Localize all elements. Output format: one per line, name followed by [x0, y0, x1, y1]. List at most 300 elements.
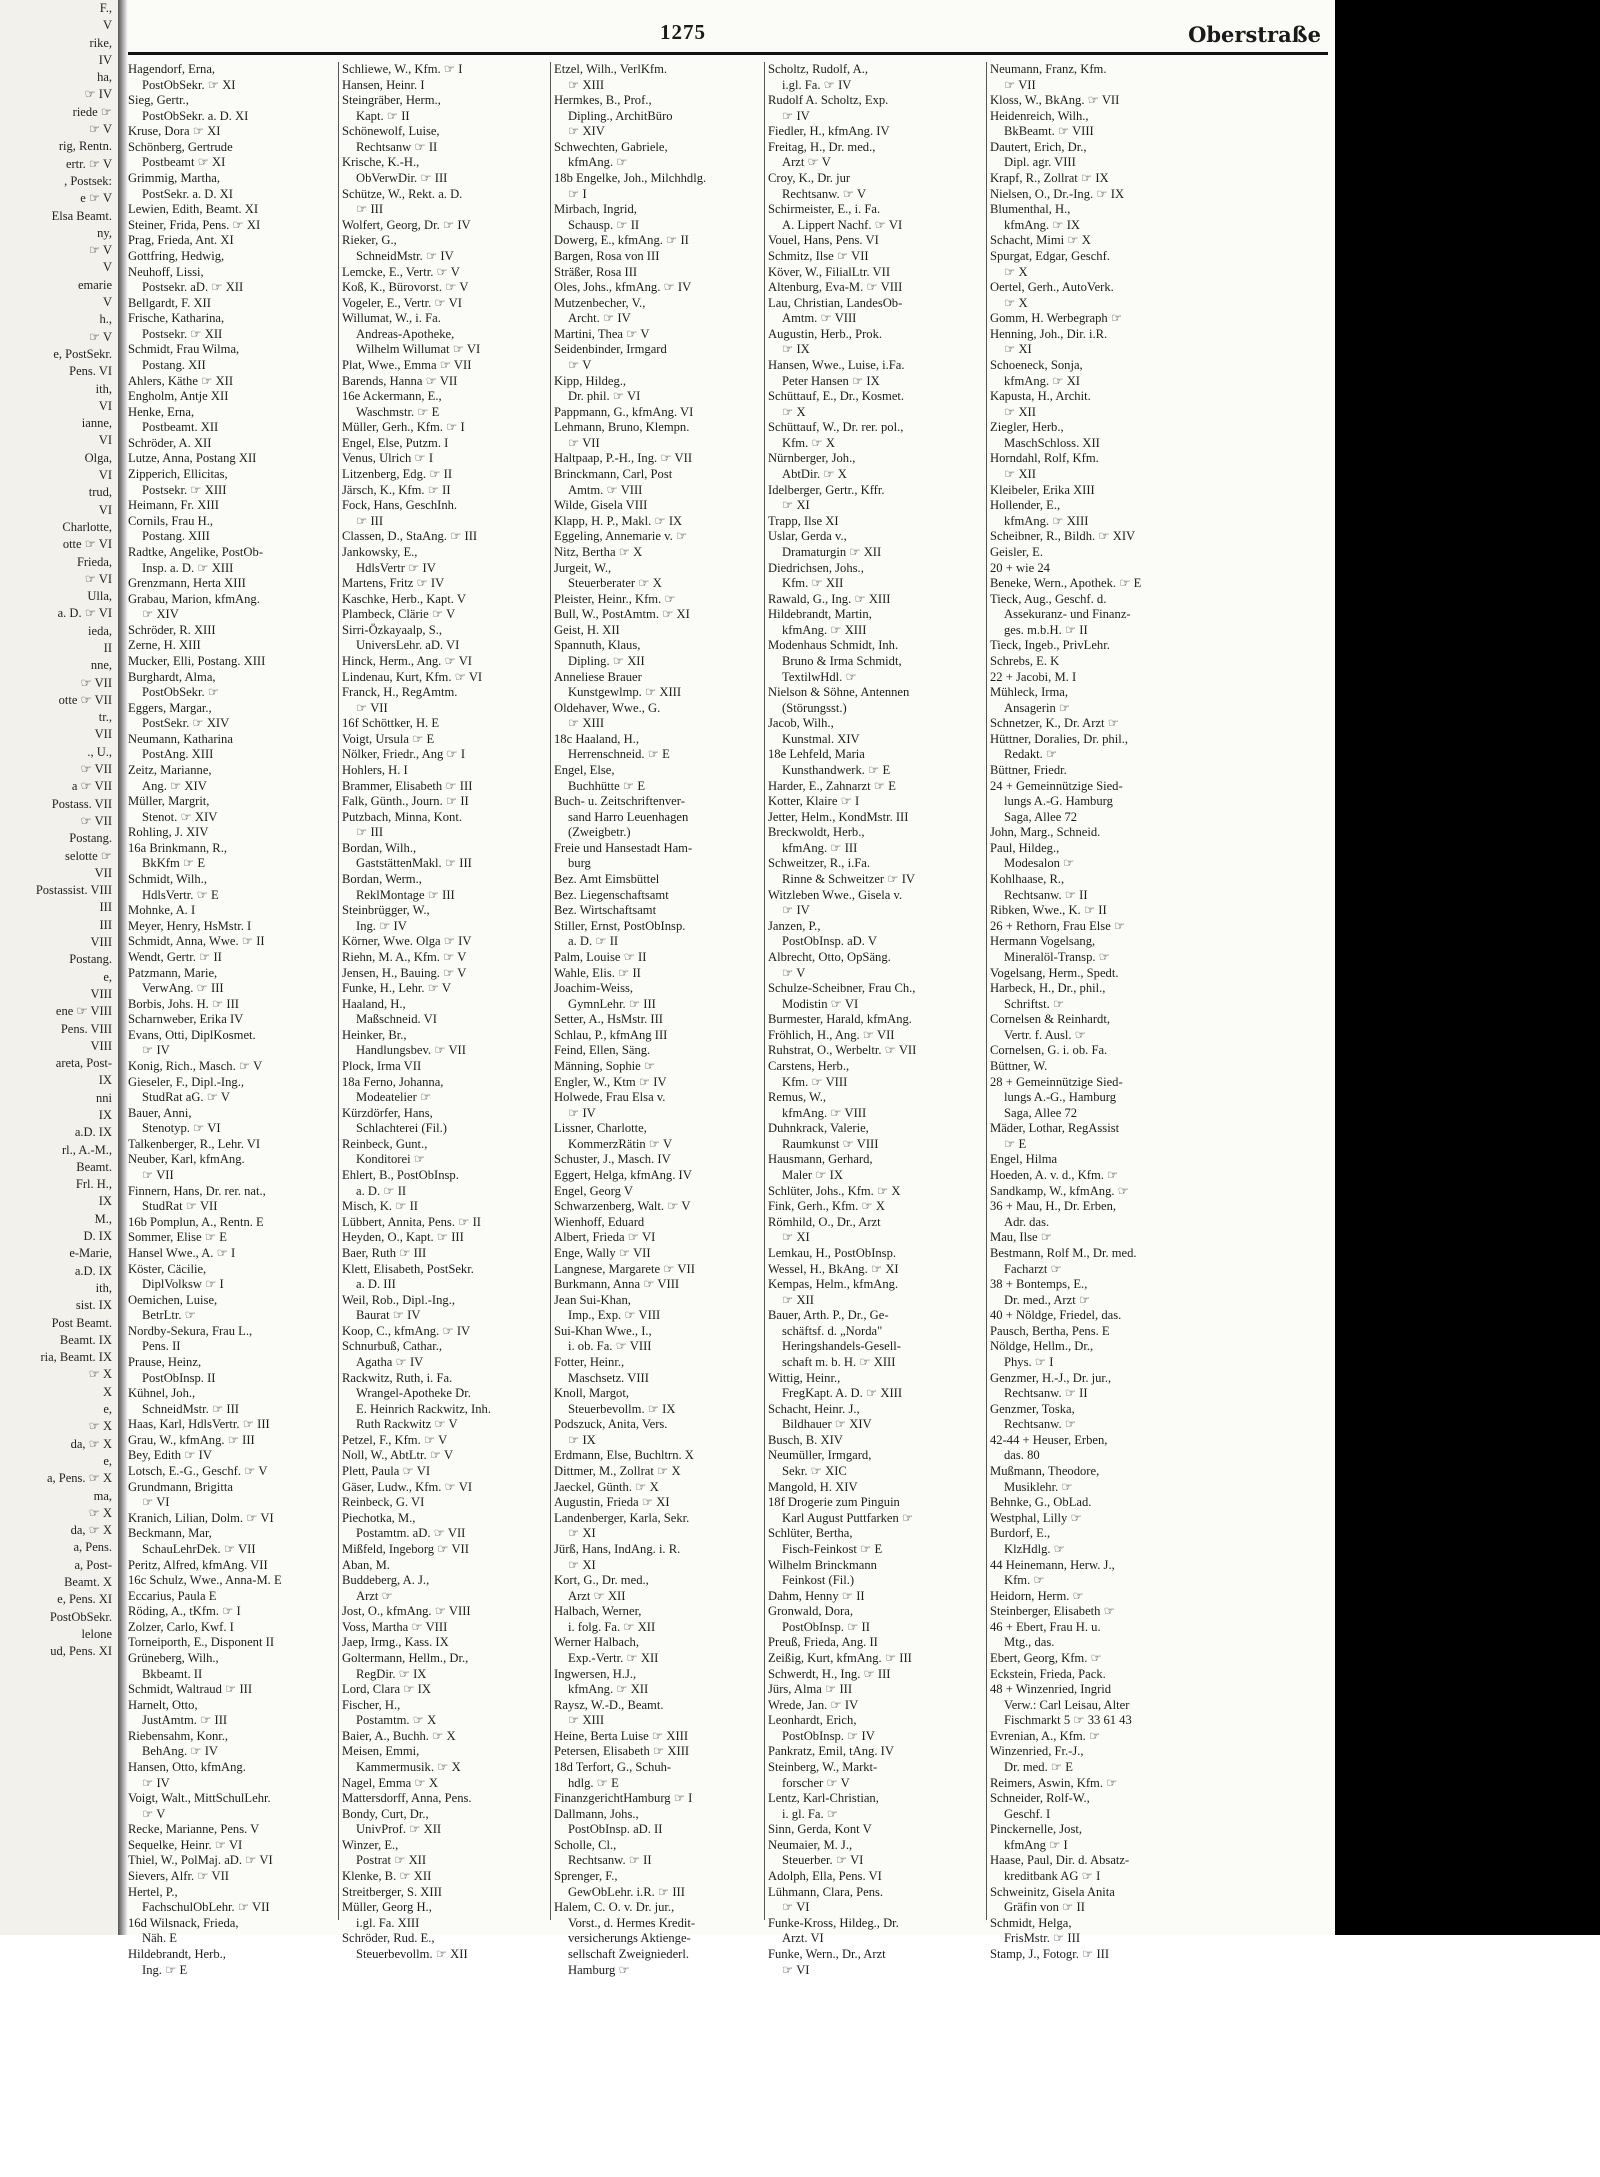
- directory-entry-line: Maschsetz. VIII: [568, 1370, 649, 1385]
- scan-background-edge: [1335, 0, 1600, 1935]
- directory-entry-line: Arzt ☞ V: [782, 155, 831, 170]
- directory-entry-line: Bildhauer ☞ XIV: [782, 1417, 872, 1432]
- directory-entry-line: Dowerg, E., kfmAng. ☞ II: [554, 233, 689, 248]
- directory-entry-line: Schlüter, Johs., Kfm. ☞ X: [768, 1183, 901, 1198]
- directory-entry-line: kfmAng. ☞ VIII: [782, 1105, 867, 1120]
- directory-entry-line: PostObInsp. ☞ IV: [782, 1728, 875, 1743]
- directory-entry-line: i. ob. Fa. ☞ VIII: [568, 1339, 652, 1354]
- directory-entry-line: Rackwitz, Ruth, i. Fa.: [342, 1370, 453, 1385]
- directory-entry-line: Pappmann, G., kfmAng. VI: [554, 404, 694, 419]
- directory-entry-line: ☞ XIII: [568, 77, 605, 92]
- directory-entry-line: Phys. ☞ I: [1004, 1354, 1054, 1369]
- directory-entry-line: Röding, A., tKfm. ☞ I: [128, 1604, 241, 1619]
- left-page-text-line: Frieda,: [76, 554, 112, 569]
- directory-entry-line: Hildebrandt, Martin,: [768, 607, 872, 622]
- left-page-text-line: II: [103, 640, 112, 655]
- directory-entry-line: Litzenberg, Edg. ☞ II: [342, 467, 453, 482]
- directory-entry-line: 18a Ferno, Johanna,: [342, 1074, 444, 1089]
- directory-entry-line: Setter, A., HsMstr. III: [554, 1012, 663, 1027]
- left-page-text-line: tr.,: [98, 710, 112, 725]
- directory-entry-line: ☞ VI: [782, 1962, 810, 1977]
- left-page-text-line: ☞ X: [88, 1505, 112, 1520]
- directory-entry-line: Kipp, Hildeg.,: [554, 373, 627, 388]
- directory-entry-line: Vouel, Hans, Pens. VI: [768, 233, 879, 248]
- directory-entry-line: ☞ XI: [1004, 342, 1032, 357]
- directory-entry-line: Fisch-Feinkost ☞ E: [782, 1541, 883, 1556]
- left-page-text-line: areta, Post-: [55, 1056, 112, 1071]
- directory-entry-line: Janzen, P.,: [768, 918, 821, 933]
- directory-entry-line: Mattersdorff, Anna, Pens.: [342, 1791, 472, 1806]
- directory-entry-line: Preuß, Frieda, Ang. II: [768, 1635, 878, 1650]
- directory-entry-line: Schlachterei (Fil.): [356, 1121, 447, 1136]
- directory-entry-line: Beneke, Wern., Apothek. ☞ E: [990, 576, 1142, 591]
- left-page-text-line: e, PostSekr.: [53, 346, 112, 361]
- directory-entry-line: ☞ XIV: [568, 124, 605, 139]
- directory-entry-line: Schweinitz, Gisela Anita: [990, 1884, 1115, 1899]
- directory-entry-line: Lemkau, H., PostObInsp.: [768, 1245, 897, 1260]
- directory-entry-line: Eckstein, Frieda, Pack.: [990, 1666, 1106, 1681]
- directory-entry-line: PostObSekr. ☞: [142, 685, 220, 700]
- directory-entry-line: Vogeler, E., Vertr. ☞ VI: [342, 295, 462, 310]
- directory-entry-line: Engel, Else,: [554, 763, 615, 778]
- left-page-text-line: VI: [98, 468, 112, 483]
- directory-entry-line: Pens. II: [142, 1339, 181, 1354]
- directory-entry-line: Tieck, Aug., Geschf. d.: [990, 591, 1107, 606]
- directory-entry-line: Schröder, R. XIII: [128, 622, 216, 637]
- directory-entry-line: John, Marg., Schneid.: [990, 825, 1101, 840]
- directory-entry-line: 18e Lehfeld, Maria: [768, 747, 865, 762]
- left-page-text-line: emarie: [77, 277, 112, 292]
- directory-entry-line: Wittig, Heinr.,: [768, 1370, 841, 1385]
- directory-entry-line: kreditbank AG ☞ I: [1004, 1869, 1101, 1884]
- directory-entry-line: Kfm. ☞ VIII: [782, 1074, 848, 1089]
- directory-entry-line: Hildebrandt, Herb.,: [128, 1946, 226, 1961]
- left-page-text-line: trud,: [88, 485, 112, 500]
- directory-entry-line: Bellgardt, F. XII: [128, 295, 211, 310]
- directory-entry-line: Jensen, H., Bauing. ☞ V: [342, 965, 467, 980]
- directory-entry-line: Mutzenbecher, V.,: [554, 295, 646, 310]
- directory-entry-line: Remus, W.,: [768, 1090, 827, 1105]
- directory-entry-line: Putzbach, Minna, Kont.: [342, 809, 462, 824]
- directory-entry-line: Schnurbuß, Cathar.,: [342, 1339, 443, 1354]
- directory-entry-line: Eggert, Helga, kfmAng. IV: [554, 1168, 692, 1183]
- directory-entry-line: Kfm. ☞: [1004, 1573, 1045, 1588]
- directory-entry-line: Rawald, G., Ing. ☞ XIII: [768, 591, 891, 606]
- directory-entry-line: Neumaier, M. J.,: [768, 1837, 853, 1852]
- directory-entry-line: Schrebs, E. K: [990, 653, 1060, 668]
- directory-entry-line: Etzel, Wilh., VerlKfm.: [554, 62, 668, 76]
- left-page-text-line: IX: [98, 1108, 112, 1122]
- directory-entry-line: Gottfring, Hedwig,: [128, 248, 225, 263]
- left-page-text-line: ☞ V: [88, 122, 112, 137]
- directory-entry-line: Postsekr. aD. ☞ XII: [142, 280, 244, 295]
- directory-entry-line: Funke-Kross, Hildeg., Dr.: [768, 1915, 899, 1930]
- directory-entry-line: Freie und Hansestadt Ham-: [554, 840, 693, 855]
- directory-entry-line: Mineralöl-Transp. ☞: [1004, 949, 1110, 964]
- directory-entry-line: Meyer, Henry, HsMstr. I: [128, 918, 252, 933]
- directory-entry-line: Burkmann, Anna ☞ VIII: [554, 1277, 680, 1292]
- directory-entry-line: Ahlers, Käthe ☞ XII: [128, 373, 234, 388]
- directory-entry-line: Breckwoldt, Herb.,: [768, 825, 865, 840]
- directory-entry-line: Lau, Christian, LandesOb-: [768, 295, 903, 310]
- directory-entry-line: Lutze, Anna, Postang XII: [128, 451, 257, 466]
- directory-entry-line: Westphal, Lilly ☞: [990, 1510, 1082, 1525]
- directory-entry-line: Witzleben Wwe., Gisela v.: [768, 887, 903, 902]
- directory-entry-line: Ribken, Wwe., K. ☞ II: [990, 903, 1107, 918]
- left-page-text-line: Beamt. X: [64, 1575, 112, 1590]
- directory-entry-line: Postamtm. aD. ☞ VII: [356, 1526, 466, 1541]
- directory-entry-line: Stenot. ☞ XIV: [142, 809, 218, 824]
- left-page-text-line: e,: [103, 1453, 112, 1468]
- directory-entry-line: Kürzdörfer, Hans,: [342, 1105, 433, 1120]
- directory-entry-line: Bestmann, Rolf M., Dr. med.: [990, 1245, 1137, 1260]
- directory-entry-line: Schüttauf, E., Dr., Kosmet.: [768, 389, 905, 404]
- directory-entry-line: Kotter, Klaire ☞ I: [768, 794, 860, 809]
- directory-entry-line: Schausp. ☞ II: [568, 217, 640, 232]
- directory-entry-line: ☞ XI: [782, 1230, 810, 1245]
- directory-entry-line: Kunstmal. XIV: [782, 731, 860, 746]
- directory-entry-line: Nielsen, O., Dr.-Ing. ☞ IX: [990, 186, 1125, 201]
- directory-entry-line: Erdmann, Else, Buchltrn. X: [554, 1448, 694, 1463]
- directory-entry-line: Lentz, Karl-Christian,: [768, 1791, 879, 1806]
- directory-entry-line: Steingräber, Herm.,: [342, 93, 441, 108]
- directory-entry-line: Klett, Elisabeth, PostSekr.: [342, 1261, 474, 1276]
- directory-entry-line: Meisen, Emmi,: [342, 1744, 420, 1759]
- directory-entry-line: Wendt, Gertr. ☞ II: [128, 949, 222, 964]
- directory-entry-line: Zeitz, Marianne,: [128, 763, 212, 778]
- directory-entry-line: Ansagerin ☞: [1004, 700, 1071, 715]
- directory-entry-line: Exp.-Vertr. ☞ XII: [568, 1650, 659, 1665]
- left-page-text-line: ☞ VII: [80, 762, 112, 777]
- left-page-text-line: ☞ VI: [84, 571, 112, 586]
- directory-entry-line: Misch, K. ☞ II: [342, 1199, 418, 1214]
- left-page-text-line: ieda,: [88, 623, 112, 638]
- directory-entry-line: Schirmeister, E., i. Fa.: [768, 202, 881, 217]
- directory-entry-line: Dallmann, Johs.,: [554, 1806, 639, 1821]
- directory-entry-line: Steuerbevollm. ☞ XII: [356, 1946, 468, 1961]
- directory-entry-line: Scholle, Cl.,: [554, 1837, 617, 1852]
- directory-entry-line: A. Lippert Nachf. ☞ VI: [782, 217, 903, 232]
- directory-entry-line: ObVerwDir. ☞ III: [356, 171, 448, 186]
- directory-entry-line: Fink, Gerh., Kfm. ☞ X: [768, 1199, 885, 1214]
- left-page-text-line: ma,: [93, 1488, 112, 1503]
- directory-entry-line: Lübbert, Annita, Pens. ☞ II: [342, 1214, 481, 1229]
- directory-entry-line: ☞ VI: [782, 1900, 810, 1915]
- directory-entry-line: Fock, Hans, GeschInh.: [342, 498, 458, 513]
- directory-entry-line: Geschf. I: [1004, 1806, 1051, 1821]
- directory-entry-line: Zolzer, Carlo, Kwf. I: [128, 1619, 234, 1634]
- directory-entry-line: Amtm. ☞ VIII: [568, 482, 643, 497]
- directory-entry-line: 26 + Rethorn, Frau Else ☞: [990, 918, 1126, 933]
- column-4: [768, 62, 980, 1977]
- left-page-text-line: ith,: [95, 381, 112, 396]
- directory-entry-line: Lord, Clara ☞ IX: [342, 1682, 431, 1697]
- left-page-text-line: Pens. VIII: [60, 1021, 112, 1036]
- directory-entry-line: Vorst., d. Hermes Kredit-: [568, 1915, 696, 1930]
- directory-entry-line: Insp. a. D. ☞ XIII: [142, 560, 234, 575]
- left-page-text-line: ☞ X: [88, 1419, 112, 1434]
- directory-entry-line: Bull, W., PostAmtm. ☞ XI: [554, 607, 690, 622]
- left-page-text-line: a, Pens.: [73, 1540, 112, 1555]
- directory-entry-line: Steuerber. ☞ VI: [782, 1853, 864, 1868]
- directory-entry-line: Weil, Rob., Dipl.-Ing.,: [342, 1292, 456, 1307]
- directory-entry-line: 40 + Nöldge, Friedel, das.: [990, 1308, 1122, 1323]
- directory-entry-line: Schönewolf, Luise,: [342, 124, 440, 139]
- directory-entry-line: Postbeamt ☞ XI: [142, 155, 226, 170]
- left-page-text-line: IX: [98, 1073, 112, 1088]
- directory-entry-line: Schröder, A. XII: [128, 435, 212, 450]
- directory-entry-line: Schacht, Heinr. J.,: [768, 1401, 860, 1416]
- directory-entry-line: Duhnkrack, Valerie,: [768, 1121, 869, 1136]
- directory-entry-line: Engler, W., Ktm ☞ IV: [554, 1074, 667, 1089]
- directory-entry-line: Bauer, Anni,: [128, 1105, 192, 1120]
- left-page-text-line: da, ☞ X: [70, 1523, 112, 1538]
- left-page-text-line: nne,: [90, 658, 112, 673]
- directory-entry-line: Enge, Wally ☞ VII: [554, 1245, 651, 1260]
- directory-entry-line: Patzmann, Marie,: [128, 965, 218, 980]
- left-page-text-line: lelone: [81, 1626, 112, 1641]
- directory-entry-line: SchneidMstr. ☞ IV: [356, 248, 454, 263]
- directory-entry-line: ☞ VI: [142, 1495, 170, 1510]
- directory-entry-line: Mäder, Lothar, RegAssist: [990, 1121, 1120, 1136]
- directory-entry-line: Podszuck, Anita, Vers.: [554, 1417, 668, 1432]
- directory-entry-line: Rohling, J. XIV: [128, 825, 209, 840]
- directory-entry-line: BehAng. ☞ IV: [142, 1744, 218, 1759]
- directory-entry-line: Wienhoff, Eduard: [554, 1214, 645, 1229]
- directory-entry-line: ☞ V: [568, 357, 592, 372]
- directory-entry-line: kfmAng. ☞ XIII: [782, 622, 867, 637]
- directory-entry-line: Sievers, Alfr. ☞ VII: [128, 1869, 229, 1884]
- directory-entry-line: Rechtsanw ☞ II: [356, 139, 438, 154]
- directory-entry-line: 18b Engelke, Joh., Milchhdlg.: [554, 171, 707, 186]
- directory-entry-line: PostObSekr. ☞ XI: [142, 77, 236, 92]
- directory-entry-line: Scharnweber, Erika IV: [128, 1012, 244, 1027]
- directory-entry-line: Nordby-Sekura, Frau L.,: [128, 1323, 253, 1338]
- directory-entry-line: Hansen, Heinr. I: [342, 77, 425, 92]
- directory-entry-line: Kunstgewlmp. ☞ XIII: [568, 685, 682, 700]
- directory-entry-line: Haase, Paul, Dir. d. Absatz-: [990, 1853, 1130, 1868]
- directory-entry-line: Oles, Johs., kfmAng. ☞ IV: [554, 280, 692, 295]
- directory-entry-line: Bruno & Irma Schmidt,: [782, 653, 902, 668]
- directory-entry-line: Imp., Exp. ☞ VIII: [568, 1308, 661, 1323]
- directory-entry-line: Vertr. f. Ausl. ☞: [1004, 1027, 1086, 1042]
- directory-entry-line: Haas, Karl, HdlsVertr. ☞ III: [128, 1417, 270, 1432]
- directory-entry-line: Fischer, H.,: [342, 1697, 401, 1712]
- directory-entry-line: Schmidt, Wilh.,: [128, 872, 208, 887]
- directory-entry-line: Postsekr. ☞ XII: [142, 326, 223, 341]
- directory-entry-line: 36 + Mau, H., Dr. Erben,: [990, 1199, 1117, 1214]
- directory-entry-line: Saga, Allee 72: [1004, 1105, 1078, 1120]
- directory-entry-line: Fröhlich, H., Ang. ☞ VII: [768, 1027, 895, 1042]
- directory-entry-line: kfmAng. ☞ XII: [568, 1682, 649, 1697]
- directory-entry-line: Schmidt, Helga,: [990, 1915, 1072, 1930]
- directory-entry-line: Croy, K., Dr. jur: [768, 171, 851, 186]
- directory-entry-line: Facharzt ☞: [1004, 1261, 1062, 1276]
- directory-entry-line: 16b Pomplun, A., Rentn. E: [128, 1214, 264, 1229]
- directory-entry-line: Ang. ☞ XIV: [142, 778, 207, 793]
- left-page-text-line: ☞ X: [88, 1367, 112, 1382]
- directory-entry-line: Dr. med., Arzt ☞: [1004, 1292, 1091, 1307]
- left-page-text-line: VIII: [90, 1038, 112, 1053]
- directory-entry-line: Prag, Frieda, Ant. XI: [128, 233, 234, 248]
- directory-entry-line: Gronwald, Dora,: [768, 1604, 853, 1619]
- directory-entry-line: Engholm, Antje XII: [128, 389, 229, 404]
- directory-entry-line: Hausmann, Gerhard,: [768, 1152, 873, 1167]
- directory-entry-line: das. 80: [1004, 1448, 1040, 1463]
- directory-entry-line: 28 + Gemeinnützige Sied-: [990, 1074, 1123, 1089]
- directory-entry-line: Steinberg, W., Markt-: [768, 1760, 878, 1775]
- directory-entry-line: lungs A.-G. Hamburg: [1004, 794, 1113, 809]
- directory-entry-line: Nagel, Emma ☞ X: [342, 1775, 438, 1790]
- directory-entry-line: Peter Hansen ☞ IX: [782, 373, 880, 388]
- directory-entry-line: Arzt. VI: [782, 1931, 824, 1946]
- directory-entry-line: Kfm. ☞ X: [782, 435, 835, 450]
- directory-entry-line: Gieseler, F., Dipl.-Ing.,: [128, 1074, 245, 1089]
- directory-entry-line: ☞ III: [356, 825, 384, 840]
- directory-entry-line: Reimers, Aswin, Kfm. ☞: [990, 1775, 1118, 1790]
- directory-entry-line: Modistin ☞ VI: [782, 996, 859, 1011]
- directory-entry-line: Engel, Georg V: [554, 1183, 633, 1198]
- directory-entry-line: Archt. ☞ IV: [568, 311, 631, 326]
- directory-entry-line: Scheibner, R., Bildh. ☞ XIV: [990, 529, 1136, 544]
- directory-entry-line: ☞ IX: [568, 1432, 596, 1447]
- left-page-text-line: nni: [96, 1090, 112, 1105]
- directory-entry-line: Seidenbinder, Irmgard: [554, 342, 667, 357]
- directory-entry-line: StudRat ☞ VII: [142, 1199, 218, 1214]
- directory-entry-line: Konig, Rich., Masch. ☞ V: [128, 1059, 263, 1073]
- directory-entry-line: Kranich, Lilian, Dolm. ☞ VI: [128, 1510, 274, 1525]
- left-page-text-line: III: [99, 917, 112, 932]
- directory-entry-line: Nöldge, Hellm., Dr.,: [990, 1339, 1094, 1354]
- directory-entry-line: Mühleck, Irma,: [990, 685, 1068, 700]
- directory-entry-line: Eccarius, Paula E: [128, 1588, 217, 1603]
- directory-entry-line: ☞ VII: [356, 700, 388, 715]
- directory-entry-line: Henning, Joh., Dir. i.R.: [990, 326, 1108, 341]
- directory-entry-line: Männing, Sophie ☞: [554, 1059, 656, 1073]
- directory-entry-line: Goltermann, Hellm., Dr.,: [342, 1650, 469, 1665]
- directory-entry-line: Knoll, Margot,: [554, 1386, 629, 1401]
- directory-entry-line: Sieg, Gertr.,: [128, 93, 189, 108]
- directory-entry-line: Rechtsanw. ☞ II: [568, 1853, 652, 1868]
- directory-entry-line: ☞ IV: [782, 903, 810, 918]
- directory-entry-line: Funke, H., Lehr. ☞ V: [342, 981, 452, 996]
- left-page-text-line: , Postsek:: [64, 173, 112, 188]
- directory-entry-line: Burmester, Harald, kfmAng.: [768, 1012, 912, 1027]
- directory-entry-line: kfmAng. ☞ XI: [1004, 373, 1080, 388]
- directory-entry-line: Adr. das.: [1004, 1214, 1050, 1229]
- left-page-fragment: [0, 0, 120, 1935]
- left-page-text-line: Post Beamt.: [51, 1315, 112, 1330]
- directory-entry-line: Willumat, W., i. Fa.: [342, 311, 441, 326]
- directory-entry-line: ☞ IV: [782, 108, 810, 123]
- left-page-text-line: V: [102, 260, 112, 275]
- directory-entry-line: Reinbeck, Gunt.,: [342, 1136, 428, 1151]
- directory-entry-line: Cornelsen & Reinhardt,: [990, 1012, 1110, 1027]
- left-page-text-line: ith,: [95, 1280, 112, 1295]
- directory-entry-line: PostSekr. a. D. XI: [142, 186, 233, 201]
- directory-entry-line: AbtDir. ☞ X: [782, 467, 847, 482]
- directory-entry-line: Altenburg, Eva-M. ☞ VIII: [768, 280, 903, 295]
- directory-entry-line: Schüttauf, W., Dr. rer. pol.,: [768, 420, 904, 435]
- directory-entry-line: Holwede, Frau Elsa v.: [554, 1090, 666, 1105]
- left-page-text-line: ianne,: [81, 416, 112, 431]
- directory-entry-line: Halbach, Werner,: [554, 1604, 642, 1619]
- directory-entry-line: i.gl. Fa. XIII: [356, 1915, 420, 1930]
- directory-entry-line: 16f Schöttker, H. E: [342, 716, 440, 731]
- directory-entry-line: Rieker, G.,: [342, 233, 397, 248]
- directory-entry-line: Freitag, H., Dr. med.,: [768, 139, 876, 154]
- directory-entry-line: Jankowsky, E.,: [342, 544, 418, 559]
- directory-entry-line: Neuber, Karl, kfmAng.: [128, 1152, 245, 1167]
- directory-entry-line: Schacht, Mimi ☞ X: [990, 233, 1091, 248]
- directory-entry-line: Hüttner, Doralies, Dr. phil.,: [990, 731, 1129, 746]
- directory-entry-line: 42-44 + Heuser, Erben,: [990, 1432, 1108, 1447]
- directory-entry-line: Postbeamt. XII: [142, 420, 219, 435]
- directory-entry-line: kfmAng. ☞: [568, 155, 628, 170]
- directory-entry-line: Mau, Ilse ☞: [990, 1230, 1053, 1245]
- directory-entry-line: Eggers, Margar.,: [128, 700, 212, 715]
- directory-entry-line: Talkenberger, R., Lehr. VI: [128, 1136, 261, 1151]
- directory-entry-line: Busch, B. XIV: [768, 1432, 843, 1447]
- directory-entry-line: Heidenreich, Wilh.,: [990, 108, 1089, 123]
- directory-entry-line: Evrenian, A., Kfm. ☞: [990, 1728, 1101, 1743]
- directory-entry-line: Schönberg, Gertrude: [128, 139, 233, 154]
- directory-entry-line: ☞ X: [782, 404, 806, 419]
- directory-entry-line: Baurat ☞ IV: [356, 1308, 421, 1323]
- directory-entry-line: ☞ V: [782, 965, 806, 980]
- directory-entry-line: Heimann, Fr. XIII: [128, 498, 219, 513]
- directory-entry-line: ReklMontage ☞ III: [356, 887, 455, 902]
- directory-entry-line: Wahle, Elis. ☞ II: [554, 965, 641, 980]
- directory-entry-line: Dittmer, M., Zollrat ☞ X: [554, 1464, 681, 1479]
- left-page-text-line: otte ☞ VI: [62, 537, 112, 552]
- directory-entry-line: Augustin, Frieda ☞ XI: [554, 1495, 670, 1510]
- directory-entry-line: Voigt, Walt., MittSchulLehr.: [128, 1791, 271, 1806]
- directory-entry-line: KlzHdlg. ☞: [1004, 1541, 1065, 1556]
- directory-entry-line: Spannuth, Klaus,: [554, 638, 641, 653]
- left-page-text-line: IV: [98, 52, 112, 67]
- directory-entry-line: Ehlert, B., PostObInsp.: [342, 1168, 459, 1183]
- directory-entry-line: Schmidt, Anna, Wwe. ☞ II: [128, 934, 265, 949]
- directory-entry-line: Schliewe, W., Kfm. ☞ I: [342, 62, 463, 76]
- directory-entry-line: FachschulObLehr. ☞ VII: [142, 1900, 270, 1915]
- directory-entry-line: BkBeamt. ☞ VIII: [1004, 124, 1094, 139]
- directory-entry-line: Kapt. ☞ II: [356, 108, 410, 123]
- directory-entry-line: Saga, Allee 72: [1004, 809, 1078, 824]
- directory-entry-line: Carstens, Herb.,: [768, 1059, 850, 1073]
- directory-entry-line: Augustin, Herb., Prok.: [768, 326, 883, 341]
- column-5: [990, 62, 1200, 1961]
- directory-entry-line: Bez. Amt Eimsbüttel: [554, 872, 660, 887]
- directory-entry-line: Ruth Rackwitz ☞ V: [356, 1417, 458, 1432]
- directory-entry-line: Klenke, B. ☞ XII: [342, 1869, 432, 1884]
- directory-entry-line: Kaschke, Herb., Kapt. V: [342, 591, 466, 606]
- directory-entry-line: Winzer, E.,: [342, 1837, 399, 1852]
- directory-entry-line: Rechtsanw. ☞ V: [782, 186, 867, 201]
- left-page-text-line: F.,: [99, 1, 112, 15]
- directory-entry-line: FinanzgerichtHamburg ☞ I: [554, 1791, 693, 1806]
- column-1: [128, 62, 334, 1977]
- directory-entry-line: KommerzRätin ☞ V: [568, 1136, 673, 1151]
- directory-entry-line: ☞ VII: [1004, 77, 1036, 92]
- left-page-text-line: sist. IX: [75, 1298, 112, 1313]
- directory-entry-line: Postsekr. ☞ XIII: [142, 482, 227, 497]
- directory-entry-line: Henke, Erna,: [128, 404, 195, 419]
- directory-entry-line: Ebert, Georg, Kfm. ☞: [990, 1650, 1102, 1665]
- directory-entry-line: Hohlers, H. I: [342, 763, 408, 778]
- directory-entry-line: Kempas, Helm., kfmAng.: [768, 1277, 899, 1292]
- directory-entry-line: kfmAng. ☞ III: [782, 840, 858, 855]
